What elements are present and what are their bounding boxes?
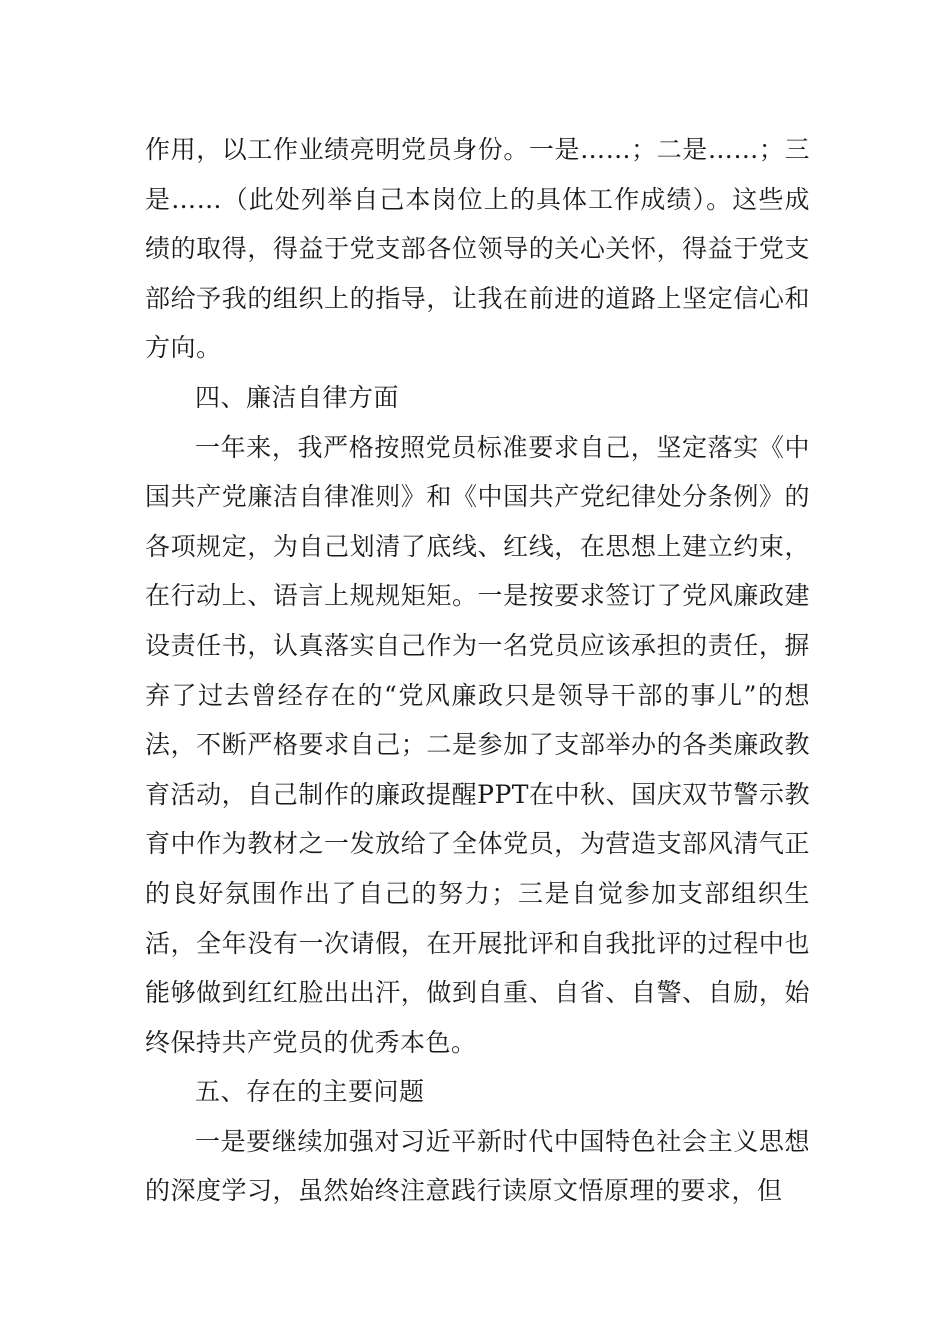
document-body — [145, 125, 810, 1216]
section-heading-problems: 五、存在的主要问题 — [195, 1077, 425, 1107]
section-heading-integrity: 四、廉洁自律方面 — [195, 382, 400, 412]
paragraph-problems: 一是要继续加强对习近平新时代中国特色社会主义思想的深度学习，虽然始终注意践行读原文悟原理的要求，但 — [145, 1126, 810, 1206]
paragraph-work-achievements: 作用，以工作业绩亮明党员身份。一是……；二是……；三是……（此处列举自己本岗位上的具体工作成绩）。这些成绩的取得，得益于党支部各位领导的关心关怀，得益于党支部给予我的组织上的指导，让我在前进的道路上坚定信心和方向。 — [145, 135, 810, 363]
paragraph-integrity: 一年来，我严格按照党员标准要求自己，坚定落实《中国共产党廉洁自律准则》和《中国共产党纪律处分条例》的各项规定，为自己划清了底线、红线，在思想上建立约束，在行动上、语言上规规矩矩。一是按要求签订了党风廉政建设责任书，认真落实自己作为一名党员应该承担的责任，摒弃了过去曾经存在的“党风廉政只是领导干部的事儿”的想法，不断严格要求自己；二是参加了支部举办的各类廉政教育活动，自己制作的廉政提醒PPT在中秋、国庆双节警示教育中作为教材之一发放给了全体党员，为营造支部风清气正的良好氛围作出了自己的努力；三是自觉参加支部组织生活，全年没有一次请假，在开展批评和自我批评的过程中也能够做到红红脸出出汗，做到自重、自省、自警、自励，始终保持共产党员的优秀本色。 — [145, 432, 810, 1057]
